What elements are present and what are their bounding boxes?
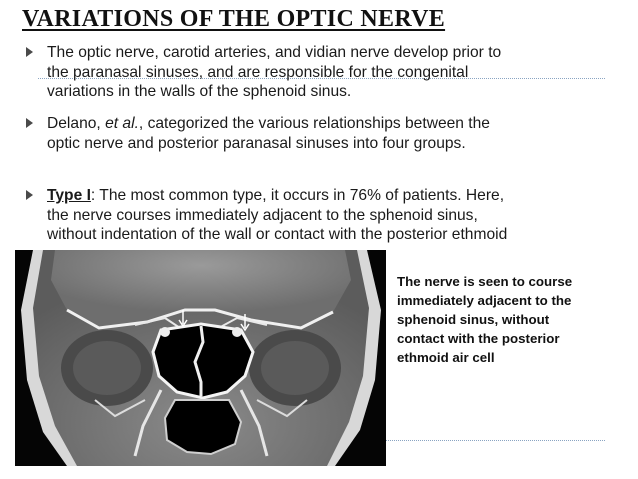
bullet-line: variations in the walls of the sphenoid sinus.: [47, 83, 352, 100]
bullet-text: , categorized the various relationships between the: [138, 115, 490, 132]
bullet-line: [47, 114, 584, 134]
caption-line: The nerve is seen to course: [397, 274, 573, 289]
bullet-type-one: [24, 186, 584, 245]
caption-line: ethmoid air cell: [397, 350, 495, 365]
type-label: Type I: [47, 187, 91, 204]
bullet-text: Delano,: [47, 115, 106, 132]
bullet-development: [24, 43, 584, 102]
bullet-line: the paranasal sinuses, and are responsible for the congenital: [47, 63, 469, 81]
caption-line: sphenoid sinus, without: [397, 312, 550, 327]
ct-scan-image: [15, 250, 386, 466]
slide-title: VARIATIONS OF THE OPTIC NERVE: [22, 6, 446, 32]
image-caption: [397, 272, 627, 367]
bullet-text: : The most common type, it occurs in 76% of patients. Here,: [90, 187, 505, 204]
caption-line: immediately adjacent to the: [397, 293, 572, 308]
bullet-line: without indentation of the wall or contact with the posterior ethmoid: [47, 226, 508, 243]
triangle-bullet-icon: [26, 47, 33, 57]
bullet-line: [47, 186, 584, 206]
caption-line: contact with the posterior: [397, 331, 560, 346]
bullet-line: the nerve courses immediately adjacent to the sphenoid sinus,: [47, 206, 478, 224]
bullet-delano-groups: [24, 114, 584, 153]
triangle-bullet-icon: [26, 118, 33, 128]
citation-italic: et al.: [105, 115, 139, 132]
bullet-line: optic nerve and posterior paranasal sinuses into four groups.: [47, 134, 466, 152]
bullet-line: The optic nerve, carotid arteries, and vidian nerve develop prior to: [47, 44, 502, 61]
ct-scan-drawing: [15, 250, 386, 466]
triangle-bullet-icon: [26, 190, 33, 200]
